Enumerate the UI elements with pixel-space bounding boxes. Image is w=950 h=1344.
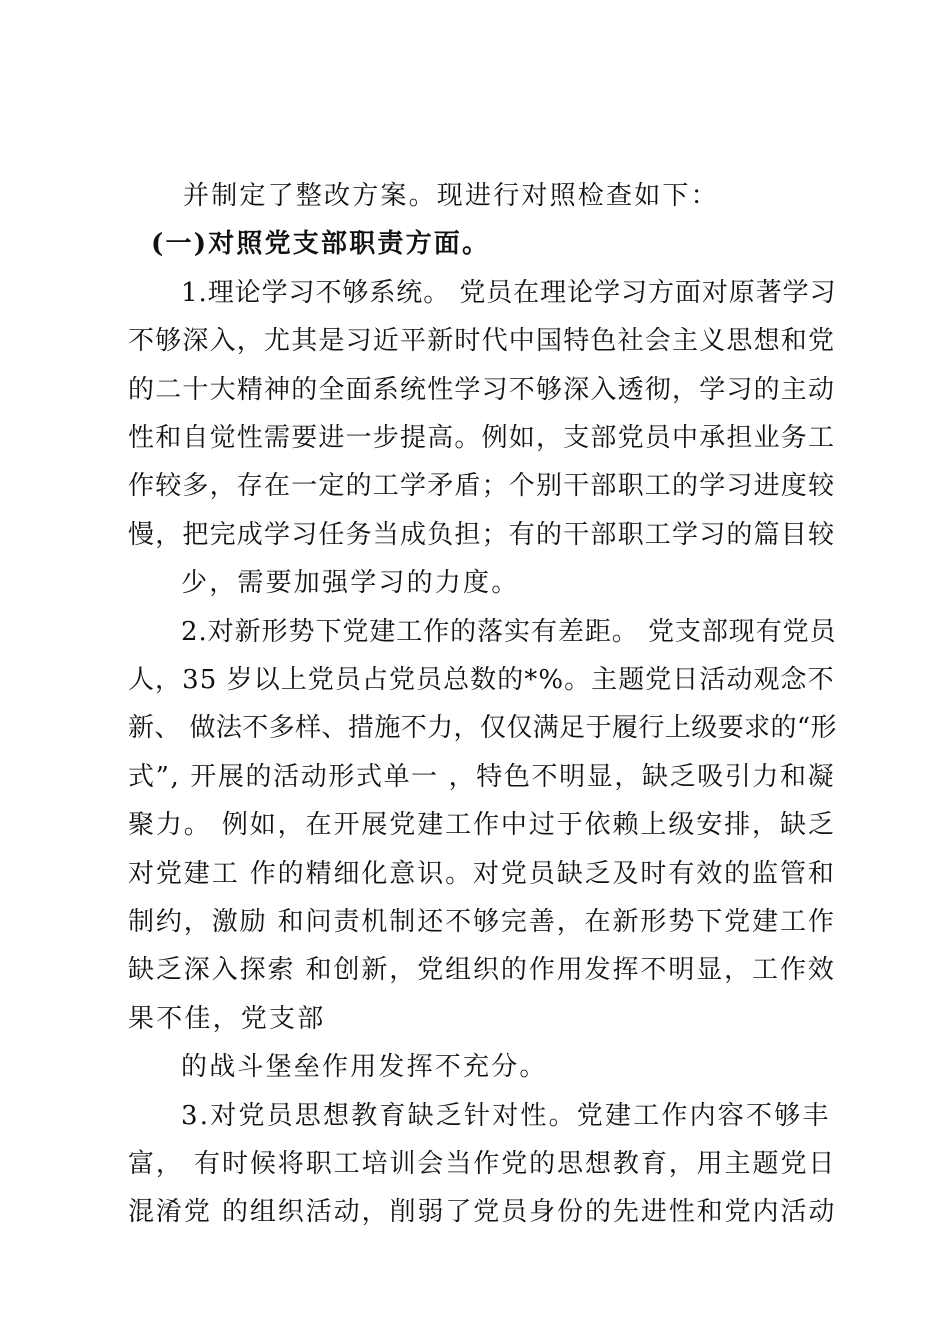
- text-line: 新、 做法不多样、措施不力，仅仅满足于履行上级要求的“形: [128, 713, 837, 743]
- text-line: 性和自觉性需要进一步提高。例如，支部党员中承担业务工: [128, 423, 836, 453]
- text-line: 慢，把完成学习任务当成负担；有的干部职工学习的篇目较: [128, 520, 836, 550]
- text-line: 作较多，存在一定的工学矛盾；个别干部职工的学习进度较: [128, 471, 836, 501]
- text-line: 2.对新形势下党建工作的落实有差距。 党支部现有党员: [181, 617, 837, 647]
- text-line: 的二十大精神的全面系统性学习不够深入透彻，学习的主动: [128, 375, 836, 405]
- text-line: 缺乏深入探索 和创新，党组织的作用发挥不明显，工作效: [128, 955, 836, 985]
- text-line: 的战斗堡垒作用发挥不充分。: [181, 1052, 548, 1082]
- text-line: 果不佳，党支部: [128, 1004, 326, 1034]
- text-line: 混淆党 的组织活动，削弱了党员身份的先进性和党内活动: [128, 1197, 837, 1227]
- section-heading: (一)对照党支部职责方面。: [151, 229, 491, 259]
- text-line: 人，35 岁以上党员占党员总数的*%。主题党日活动观念不: [128, 665, 835, 695]
- text-line: 1.理论学习不够系统。 党员在理论学习方面对原著学习: [181, 278, 837, 308]
- text-line: 3.对党员思想教育缺乏针对性。党建工作内容不够丰: [181, 1101, 831, 1131]
- text-line: 对党建工 作的精细化意识。对党员缺乏及时有效的监管和: [128, 859, 836, 889]
- text-line: 式”, 开展的活动形式单一 ，特色不明显，缺乏吸引力和凝: [128, 762, 836, 792]
- text-line: 并制定了整改方案。现进行对照检查如下：: [183, 181, 719, 211]
- text-line: 富， 有时候将职工培训会当作党的思想教育，用主题党日: [128, 1149, 837, 1179]
- text-line: 不够深入，尤其是习近平新时代中国特色社会主义思想和党: [128, 326, 836, 356]
- text-line: 少，需要加强学习的力度。: [181, 568, 520, 598]
- text-line: 聚力。 例如，在开展党建工作中过于依赖上级安排，缺乏: [128, 810, 836, 840]
- text-line: 制约，激励 和问责机制还不够完善，在新形势下党建工作: [128, 907, 836, 937]
